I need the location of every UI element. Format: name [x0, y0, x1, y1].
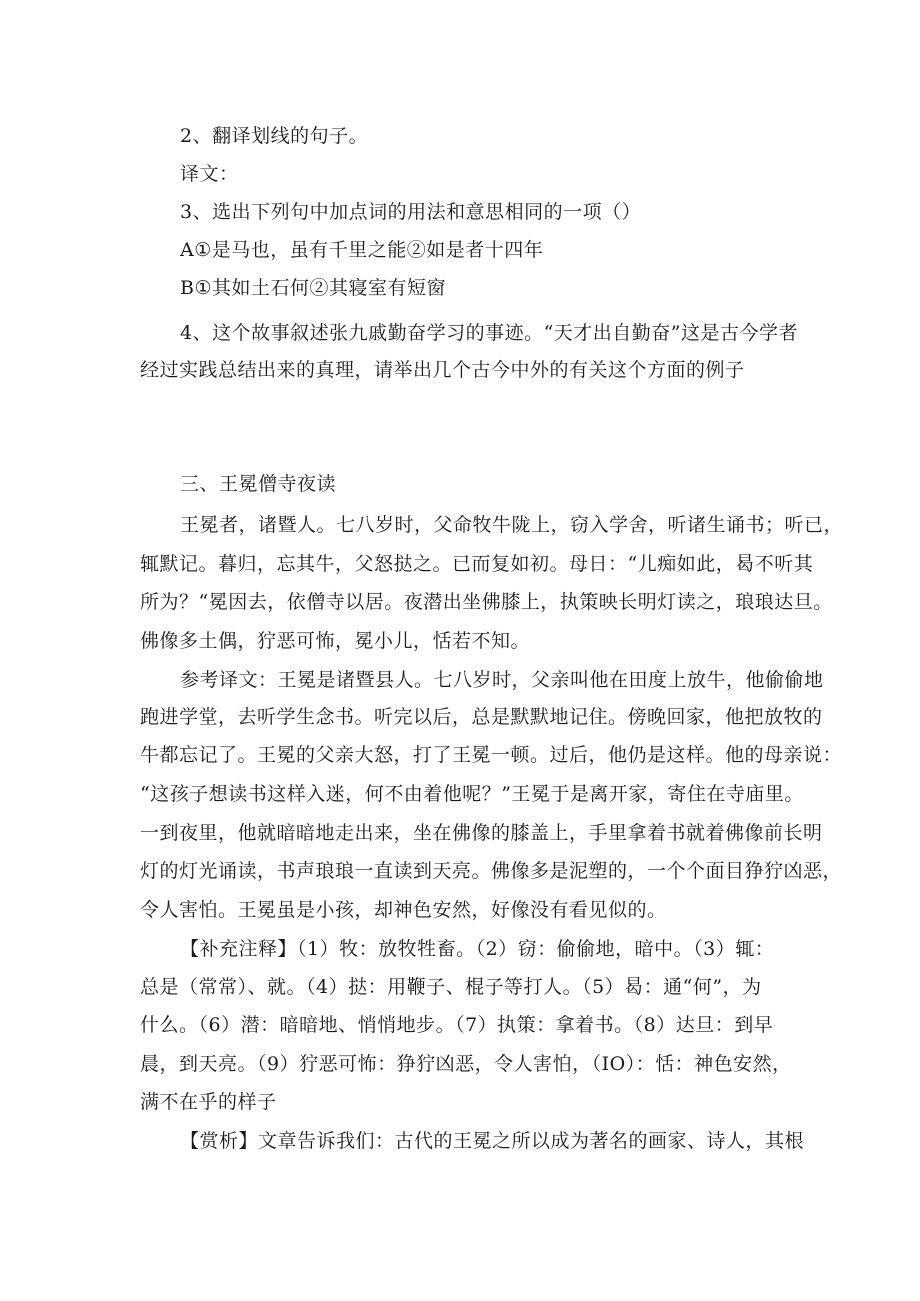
section-heading: 三、王冕僧寺夜读: [180, 473, 337, 495]
translation-line: 跑进学堂，去听学生念书。听完以后，总是默默地记住。傍晚回家，他把放牧的: [140, 706, 823, 728]
question-2-answer-label: 译文：: [180, 163, 239, 185]
appreciation-line: 【赏析】文章告诉我们：古代的王冕之所以成为著名的画家、诗人，其根: [180, 1130, 805, 1152]
translation-line: 牛都忘记了。王冕的父亲大怒，打了王冕一顿。过后，他仍是这样。他的母亲说：: [140, 744, 843, 766]
translation-line: 一到夜里，他就暗暗地走出来，坐在佛像的膝盖上，手里拿着书就着佛像前长明: [140, 822, 823, 844]
original-text-line: 王冕者，诸暨人。七八岁时，父命牧牛陇上，窃入学舍，听诸生诵书；听已，: [180, 514, 844, 536]
original-text-line: 佛像多土偶，狞恶可怖，冕小儿，恬若不知。: [140, 630, 531, 652]
translation-line: “这孩子想读书这样入迷，何不由着他呢？”王冕于是离开家，寄住在寺庙里。: [140, 783, 804, 805]
notes-line: 晨，到天亮。（9）狞恶可怖：狰狞凶恶，令人害怕，（IO）：恬：神色安然，: [140, 1053, 792, 1075]
question-2: 2、翻译划线的句子。: [180, 125, 369, 147]
translation-line: 灯的灯光诵读，书声琅琅一直读到天亮。佛像多是泥塑的，一个个面目狰狞凶恶，: [140, 860, 843, 882]
notes-line: 什么。（6）潜：暗暗地、悄悄地步。（7）执策：拿着书。（8）达旦：到早: [140, 1014, 774, 1036]
question-4-line-1: 4、这个故事叙述张九戚勤奋学习的事迹。“天才出自勤奋”这是古今学者: [180, 322, 799, 344]
question-3-option-a: A①是马也，虽有千里之能②如是者十四年: [180, 239, 544, 261]
notes-line: 满不在乎的样子: [140, 1091, 277, 1113]
question-3: 3、选出下列句中加点词的用法和意思相同的一项（）: [180, 201, 642, 223]
translation-line: 参考译文：王冕是诸暨县人。七八岁时，父亲叫他在田度上放牛，他偷偷地: [180, 669, 824, 691]
translation-line: 令人害怕。王冕虽是小孩，却神色安然，好像没有看见似的。: [140, 899, 667, 921]
original-text-line: 辄默记。暮归，忘其牛，父怒挞之。已而复如初。母日：“儿痴如此，曷不听其: [140, 553, 814, 575]
notes-line: 总是（常常）、就。（4）挞：用鞭子、棍子等打人。（5）曷：通“何”，为: [140, 976, 762, 998]
question-4-line-2: 经过实践总结出来的真理，请举出几个古今中外的有关这个方面的例子: [140, 359, 745, 381]
question-3-option-b: B①其如土石何②其寝室有短窗: [180, 277, 446, 299]
notes-line: 【补充注释】（1）牧：放牧牲畜。（2）窃：偷偷地，暗中。（3）辄：: [180, 938, 775, 960]
original-text-line: 所为？“冕因去，依僧寺以居。夜潜出坐佛膝上，执策映长明灯读之，琅琅达旦。: [140, 591, 833, 613]
